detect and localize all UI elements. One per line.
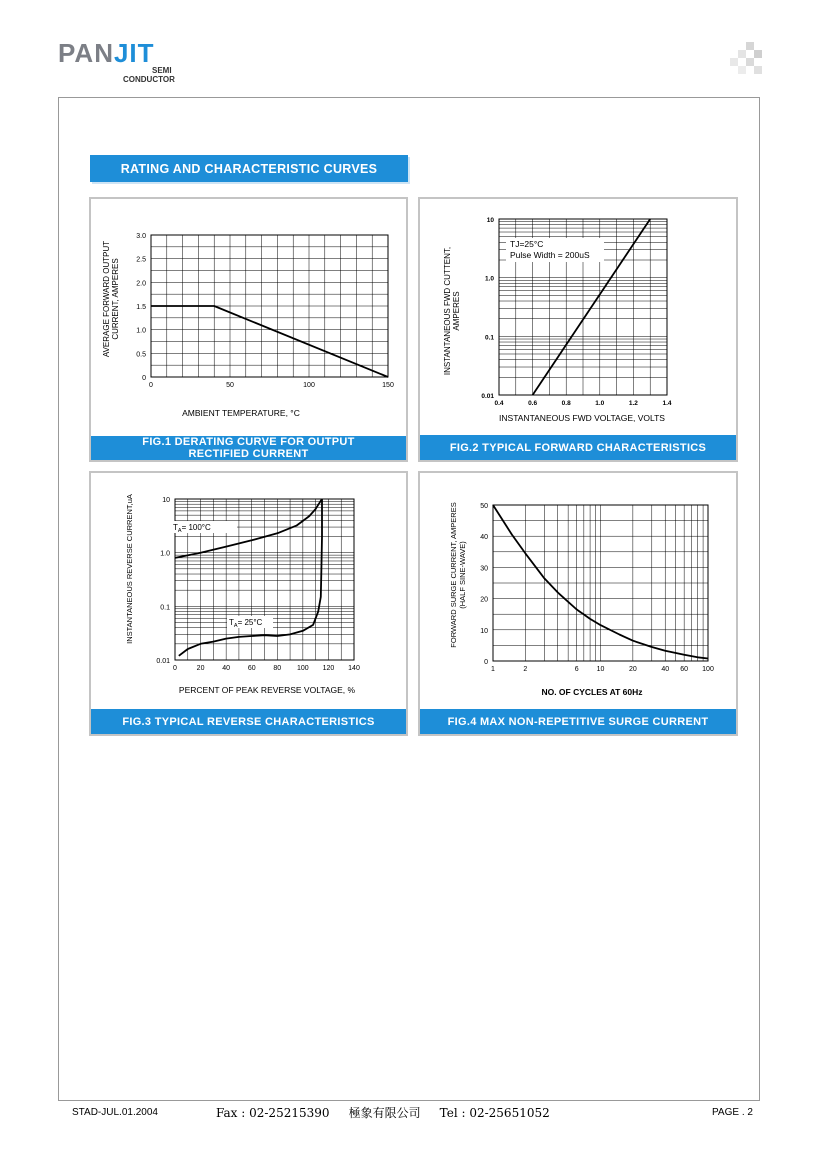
- x-tick-label: 100: [702, 666, 714, 673]
- y-tick-label: 20: [480, 596, 488, 604]
- y-tick-label: 1.0: [136, 327, 146, 335]
- fig1-caption: [91, 436, 406, 460]
- fig4-ylabel-line2: (HALF SINE-WAVE): [458, 541, 467, 609]
- x-tick-label: 1: [491, 666, 495, 673]
- fig3-panel: [89, 471, 408, 736]
- x-tick-label: 0.8: [561, 400, 571, 407]
- fig1-panel: [89, 197, 408, 462]
- fig3-xlabel: PERCENT OF PEAK REVERSE VOLTAGE, %: [178, 685, 356, 695]
- x-tick-label: 0.4: [494, 400, 504, 407]
- fig2-panel: [418, 197, 738, 462]
- fig3-chart: [91, 473, 406, 713]
- y-tick-label: 0.1: [484, 334, 494, 342]
- y-tick-label: 40: [480, 534, 488, 542]
- fig2-ylabel-line1: INSTANTANEOUS FWD CUTTENT,: [443, 246, 452, 376]
- y-tick-label: 0: [142, 375, 146, 382]
- y-tick-label: 1.5: [136, 304, 146, 311]
- x-tick-label: 20: [628, 666, 637, 673]
- section-title: RATING AND CHARACTERISTIC CURVES: [90, 155, 408, 182]
- x-tick-label: 1.4: [662, 400, 672, 407]
- x-tick-label: 20: [196, 665, 205, 672]
- fig4-caption: FIG.4 MAX NON-REPETITIVE SURGE CURRENT: [420, 709, 736, 734]
- y-tick-label: 10: [162, 497, 170, 504]
- x-tick-label: 150: [382, 382, 394, 389]
- fig2-xlabel: INSTANTANEOUS FWD VOLTAGE, VOLTS: [499, 413, 665, 423]
- x-tick-label: 120: [322, 665, 335, 672]
- fig2-chart: [420, 199, 736, 439]
- logo-semi: SEMI: [152, 66, 172, 75]
- fig4-panel: [418, 471, 738, 736]
- fig1-chart: [91, 199, 406, 439]
- fig3-caption: FIG.3 TYPICAL REVERSE CHARACTERISTICS: [91, 709, 406, 734]
- fig1-ylabel-line2: CURRENT, AMPERES: [111, 258, 120, 340]
- y-tick-label: 30: [480, 565, 488, 573]
- fig1-ylabel-line1: AVERAGE FORWARD OUTPUT: [102, 240, 111, 358]
- logo-pan: PAN: [58, 38, 114, 68]
- y-tick-label: 0.01: [156, 658, 170, 665]
- logo-wordmark: [58, 38, 155, 69]
- x-tick-label: 60: [680, 666, 689, 673]
- fig3-label-100c: $T_A= 100^\circ C$: [173, 523, 211, 534]
- logo-jit: JIT: [113, 38, 155, 68]
- fig1-caption-line2: RECTIFIED CURRENT: [188, 448, 309, 460]
- x-tick-label: 140: [348, 665, 360, 672]
- x-tick-label: 100: [303, 382, 315, 389]
- x-tick-label: 0.6: [528, 400, 538, 407]
- doc-id: STAD-JUL.01.2004: [72, 1107, 158, 1118]
- y-tick-label: 3.0: [136, 233, 146, 240]
- x-tick-label: 0: [173, 665, 177, 672]
- fig3-label-25c: $T_A= 25^\circ C$: [229, 618, 263, 629]
- y-tick-label: 0.01: [481, 393, 494, 400]
- x-tick-label: 1.2: [628, 400, 638, 407]
- x-tick-label: 50: [226, 382, 234, 389]
- x-tick-label: 100: [297, 665, 309, 672]
- fig3-ylabel: INSTANTANEOUS REVERSE CURRENT,uA: [125, 494, 134, 644]
- fig4-xlabel: NO. OF CYCLES AT 60Hz: [541, 687, 643, 697]
- fig4-ylabel-line1: FORWARD SURGE CURRENT, AMPERES: [449, 502, 458, 648]
- y-tick-label: 50: [480, 503, 488, 510]
- x-tick-label: 1.0: [595, 400, 605, 407]
- fig1-caption-line1: FIG.1 DERATING CURVE FOR OUTPUT: [142, 436, 355, 448]
- fig4-grid: [493, 505, 708, 661]
- y-tick-label: 10: [486, 217, 494, 224]
- x-tick-label: 6: [574, 666, 579, 673]
- x-tick-label: 60: [247, 665, 256, 672]
- fig4-chart: [420, 473, 736, 713]
- y-tick-label: 0.1: [160, 604, 170, 612]
- fig2-ylabel-line2: AMPERES: [452, 291, 461, 331]
- fig2-annotation-line1: TJ=25°C: [510, 239, 544, 249]
- checker-decoration-icon: [726, 42, 766, 78]
- y-tick-label: 1.0: [484, 275, 494, 283]
- page-number: PAGE . 2: [712, 1107, 753, 1118]
- x-tick-label: 40: [661, 666, 670, 673]
- y-tick-label: 2.0: [136, 280, 146, 288]
- contact-line: Fax : 02-25215390 極象有限公司 Tel : 02-25651052: [216, 1106, 550, 1120]
- fig2-annotation-line2: Pulse Width = 200uS: [510, 250, 590, 260]
- fig2-caption: FIG.2 TYPICAL FORWARD CHARACTERISTICS: [420, 435, 736, 460]
- logo-conductor: CONDUCTOR: [123, 75, 175, 84]
- x-tick-label: 10: [596, 666, 605, 673]
- y-tick-label: 10: [480, 627, 488, 635]
- x-tick-label: 40: [222, 665, 231, 672]
- y-tick-label: 1.0: [160, 550, 170, 558]
- x-tick-label: 0: [149, 382, 153, 389]
- panjit-logo: [58, 36, 183, 86]
- x-tick-label: 2: [523, 666, 528, 673]
- y-tick-label: 0: [484, 659, 488, 666]
- fig1-xlabel: AMBIENT TEMPERATURE, °C: [182, 408, 300, 418]
- x-tick-label: 80: [273, 665, 282, 672]
- y-tick-label: 2.5: [136, 256, 146, 264]
- y-tick-label: 0.5: [136, 351, 146, 359]
